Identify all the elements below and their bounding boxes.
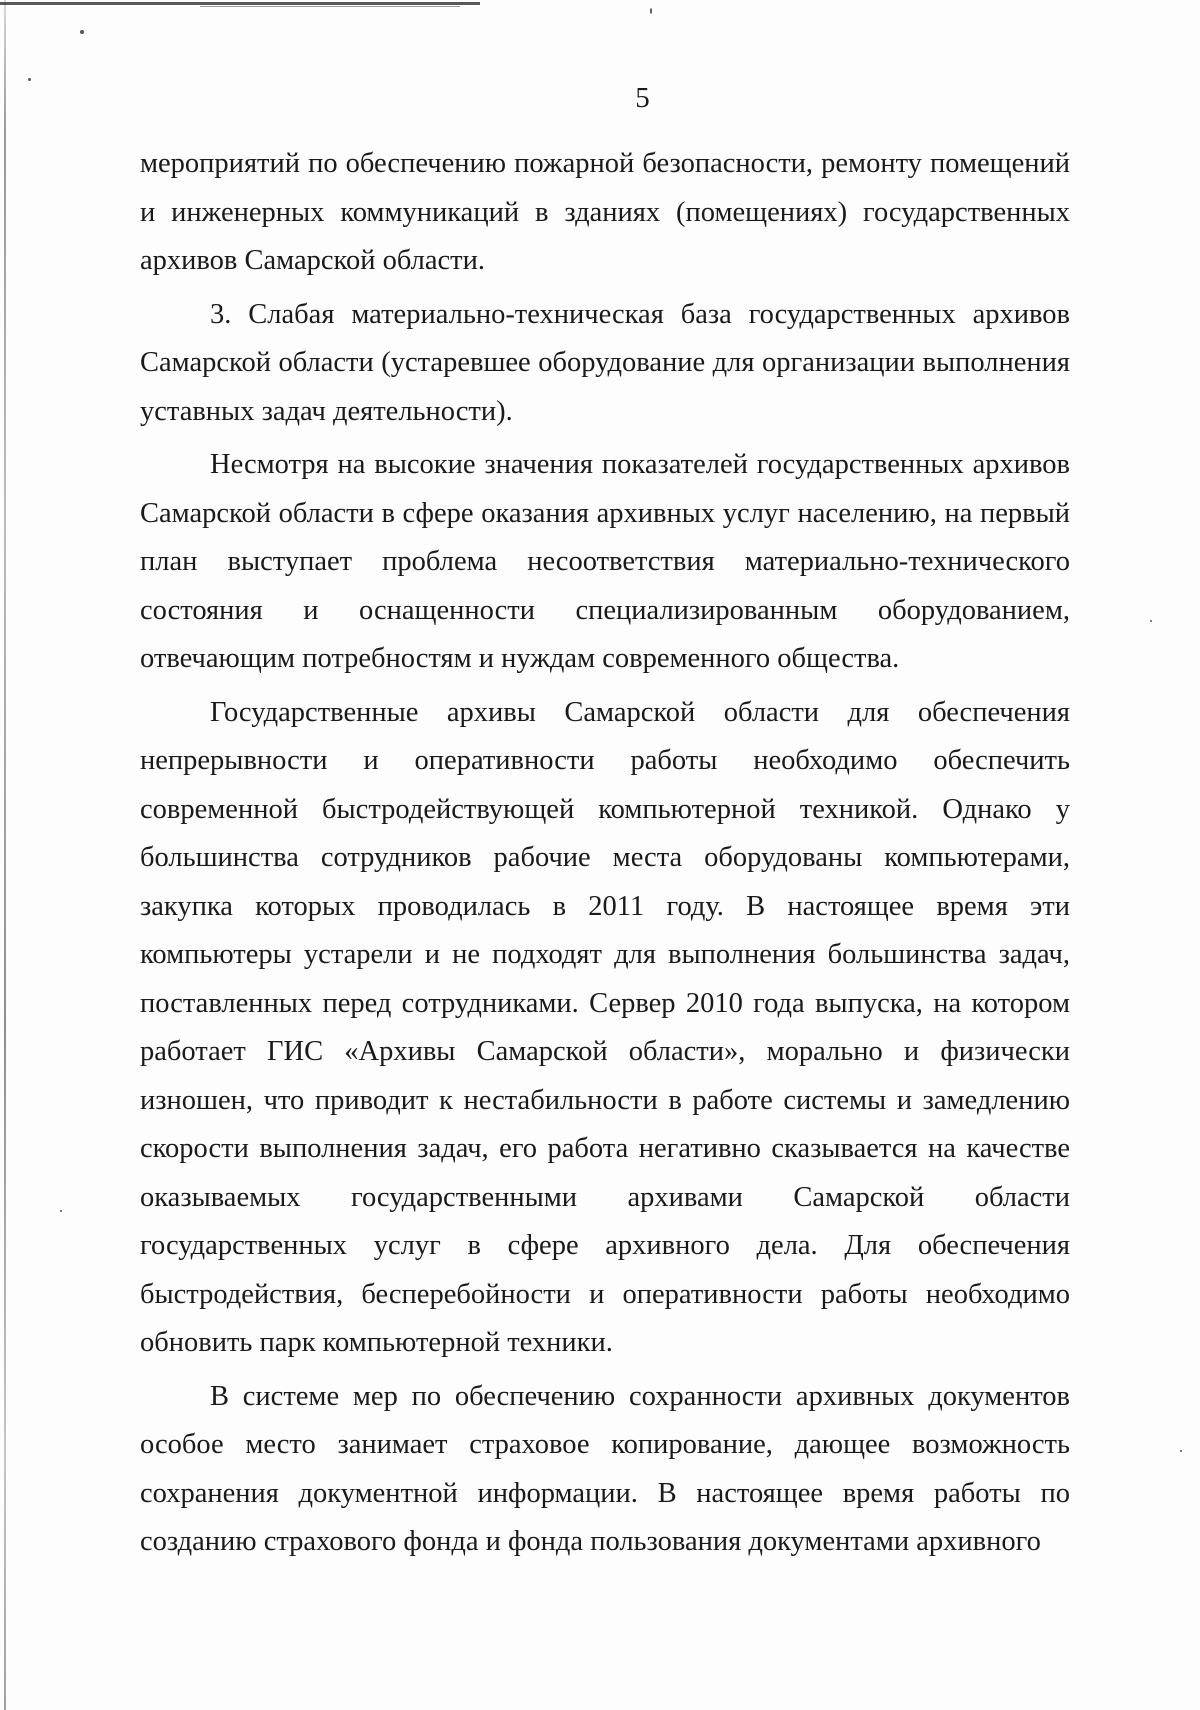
scan-edge-top: [0, 2, 480, 5]
document-body: [140, 140, 1070, 1567]
paragraph-problem: Несмотря на высокие значения показателей государственных архивов Самарской области в сфере оказания архивных услуг населению, на первый план выступает проблема несоответствия материально-технического состояния и оснащенности специализированным оборудованием, отвечающим потребностям и нуждам современного общества.: [140, 449, 1070, 674]
scan-speck: [1150, 620, 1152, 622]
scan-edge-top-secondary: [200, 6, 460, 7]
paragraph-computers: Государственные архивы Самарской области для обеспечения непрерывности и оперативности работы необходимо обеспечить современной быстродействующей компьютерной техникой. Однако у большинства сотрудников рабочие места оборудованы компьютерами, закупка которых проводилась в 2011 году. В настоящее время эти компьютеры устарели и не подходят для выполнения большинства задач, поставленных перед сотрудниками. Сервер 2010 года выпуска, на котором работает ГИС «Архивы Самарской области», морально и физически изношен, что приводит к нестабильности в работе системы и замедлению скорости выполнения задач, его работа негативно сказывается на качестве оказываемых государственными архивами Самарской области государственных услуг в сфере архивного дела. Для обеспечения быстродействия, бесперебойности и оперативности работы необходимо обновить парк компьютерной техники.: [140, 696, 1070, 1358]
scan-speck: [650, 8, 652, 14]
paragraph-item-3: 3. Слабая материально-техническая база государственных архивов Самарской области (устаревшее оборудование для организации выполнения уставных задач деятельности).: [140, 298, 1070, 427]
scan-speck: [80, 30, 84, 34]
scan-edge-left: [4, 0, 6, 1710]
scan-speck: [60, 1210, 62, 1212]
paragraph-insurance-copying: В системе мер по обеспечению сохранности архивных документов особое место занимает страховое копирование, дающее возможность сохранения документной информации. В настоящее время работы по созданию страхового фонда и фонда пользования документами архивного: [140, 1380, 1070, 1557]
paragraph-continuation: мероприятий по обеспечению пожарной безопасности, ремонту помещений и инженерных коммуникаций в зданиях (помещениях) государственных архивов Самарской области.: [140, 148, 1070, 276]
page-number: 5: [635, 82, 650, 114]
scan-speck: [1180, 1450, 1182, 1452]
